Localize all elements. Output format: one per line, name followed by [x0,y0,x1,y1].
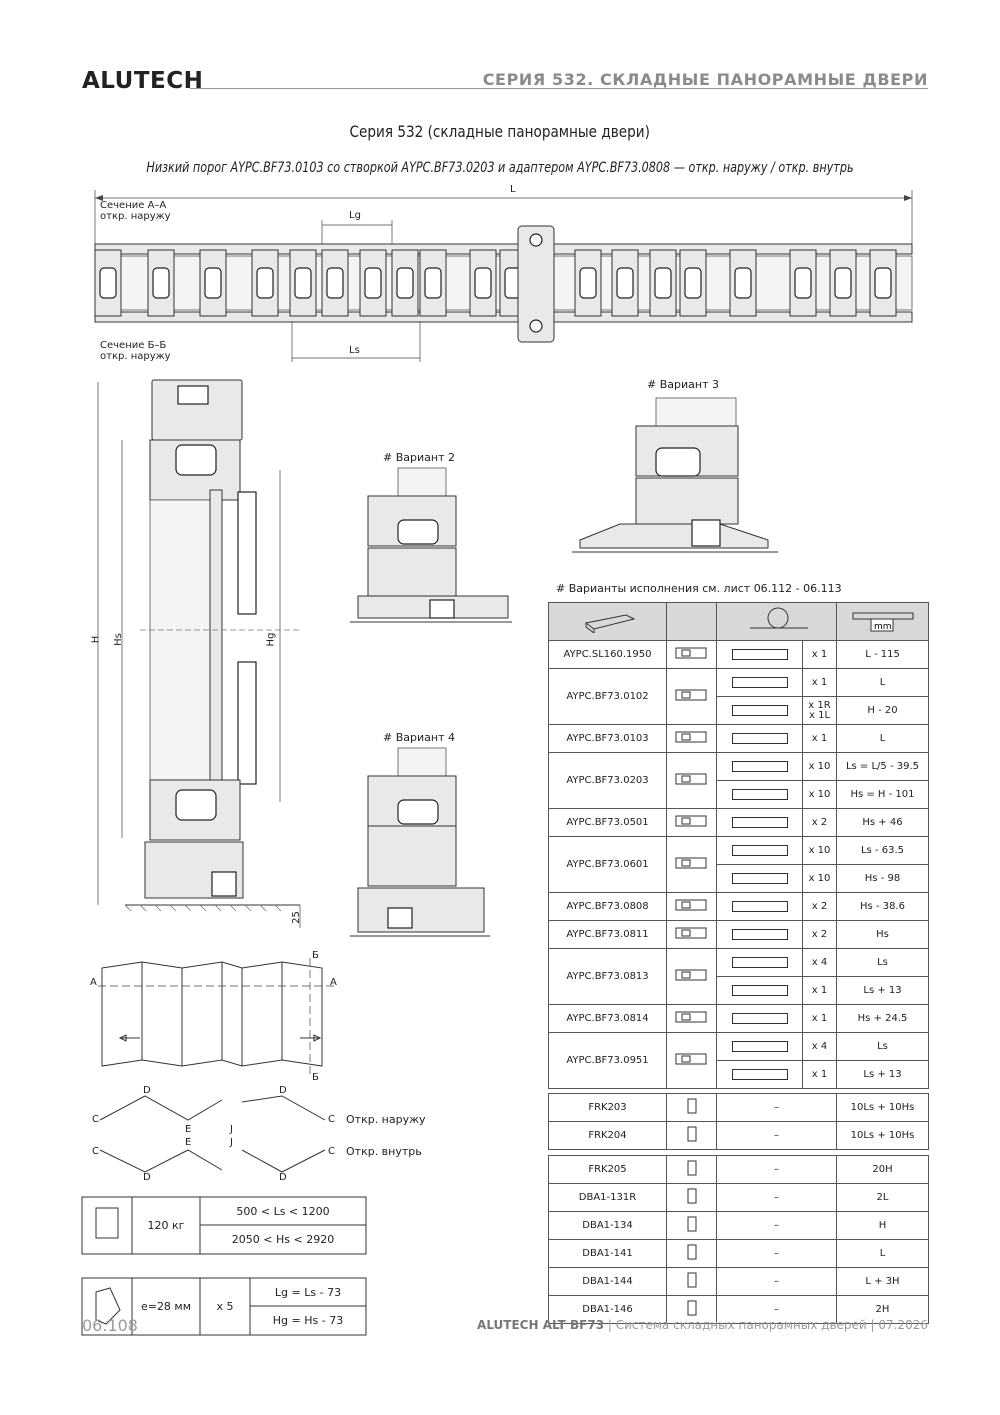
profile-icon-cell [549,603,667,641]
variant-2-label: # Вариант 2 [383,451,455,464]
cut-table-header [549,603,929,641]
cut-qty: x 1R x 1L [803,697,837,725]
cut-shape [717,781,803,809]
folding-scheme-in [100,1150,325,1172]
cut-length: L - 115 [837,641,929,669]
cut-shape [717,725,803,753]
cut-shape [717,977,803,1005]
profile-section-icon [667,893,717,921]
cut-length: Ls + 13 [837,1061,929,1089]
acc-code: DBA1-131R [549,1184,667,1212]
cut-table [548,602,929,1089]
frk-length: 10Ls + 10Hs [837,1094,929,1122]
acc-cut: – [717,1268,837,1296]
cut-qty: x 1 [803,641,837,669]
cut-length: L [837,725,929,753]
profile-code: AYPC.BF73.0102 [549,669,667,725]
cut-shape [717,1005,803,1033]
profile-code: AYPC.BF73.0601 [549,837,667,893]
ls-range: 500 < Ls < 1200 [236,1205,330,1218]
drawing-subtitle: Низкий порог AYPC.BF73.0103 со створкой AYPC.BF73.0203 и адаптером AYPC.BF73.0808 — откр. наружу / откр. внутрь [146,160,854,176]
cut-shape [717,949,803,977]
acc-row [549,1268,929,1296]
cut-table-row [549,753,929,781]
cut-qty: x 4 [803,1033,837,1061]
acc-cut: – [717,1212,837,1240]
acc-cut: – [717,1240,837,1268]
cut-length: Hs + 24.5 [837,1005,929,1033]
cut-shape [717,641,803,669]
cut-length: Ls [837,949,929,977]
acc-cut: – [717,1156,837,1184]
label-D-2: D [279,1085,287,1096]
acc-length: L [837,1240,929,1268]
glass-lg: Lg = Ls - 73 [274,1286,342,1299]
frk-icon [667,1122,717,1150]
label-D-3: D [143,1172,151,1183]
drawing-title: Серия 532 (складные панорамные двери) [349,122,651,141]
acc-cut: – [717,1184,837,1212]
profile-section-icon [667,921,717,949]
profile-code: AYPC.BF73.0808 [549,893,667,921]
profile-code: AYPC.BF73.0811 [549,921,667,949]
section-aa-strip [95,226,912,342]
cut-qty: x 4 [803,949,837,977]
section-icon-cell [667,603,717,641]
cut-qty: x 10 [803,781,837,809]
acc-icon [667,1268,717,1296]
frk-cut: – [717,1094,837,1122]
dim-Lg-label: Lg [349,210,361,221]
cut-table-row [549,1005,929,1033]
section-aa-label: Сечение А–А откр. наружу [100,200,171,222]
cut-shape [717,893,803,921]
saw-icon-cell [717,603,837,641]
brand-logo: ALUTECH [82,68,204,94]
cut-table-row [549,1033,929,1061]
cut-qty: x 2 [803,893,837,921]
profile-code: AYPC.BF73.0813 [549,949,667,1005]
cut-qty: x 1 [803,1061,837,1089]
variants-note: # Варианты исполнения см. лист 06.112 - 06.113 [556,582,842,595]
profile-code: AYPC.BF73.0951 [549,1033,667,1089]
open-in-label: Откр. внутрь [346,1145,422,1158]
dim-25-label: 25 [290,911,302,924]
cut-qty: x 1 [803,1005,837,1033]
frk-cut: – [717,1122,837,1150]
dim-H-label: H [90,635,102,644]
cut-shape [717,865,803,893]
profile-section-icon [667,725,717,753]
acc-icon [667,1212,717,1240]
profile-code: AYPC.BF73.0203 [549,753,667,809]
acc-length: 2L [837,1184,929,1212]
cut-table-row [549,837,929,865]
variant-3-section [572,398,778,552]
cut-shape [717,1061,803,1089]
variant-3-label: # Вариант 3 [647,378,719,391]
glass-qty: x 5 [216,1300,234,1313]
acc-icon [667,1156,717,1184]
acc-code: DBA1-134 [549,1212,667,1240]
profile-section-icon [667,949,717,1005]
label-B-top: Б [312,950,319,961]
cut-qty: x 10 [803,837,837,865]
cut-length: Hs - 38.6 [837,893,929,921]
cut-qty: x 2 [803,809,837,837]
cut-table-row [549,921,929,949]
cut-qty: x 10 [803,753,837,781]
cut-length: Hs - 98 [837,865,929,893]
label-D-1: D [143,1085,151,1096]
section-bb [98,380,300,928]
acc-cut: – [717,1296,837,1324]
cut-shape [717,809,803,837]
footer-info: ALUTECH ALT BF73 | Система складных панорамных дверей | 07.2026 [477,1318,928,1332]
cut-table-row [549,669,929,697]
profile-section-icon [667,669,717,725]
variant-4-label: # Вариант 4 [383,731,455,744]
label-C-4: C [328,1146,335,1157]
cut-shape [717,697,803,725]
cut-qty: x 10 [803,865,837,893]
cut-table-row [549,893,929,921]
profile-section-icon [667,809,717,837]
cut-length: H - 20 [837,697,929,725]
cut-length: Ls + 13 [837,977,929,1005]
dim-Ls-label: Ls [349,345,360,356]
label-J-1: J [230,1124,233,1135]
hs-range: 2050 < Hs < 2920 [231,1233,335,1246]
svg-text:mm: mm [873,622,892,632]
folding-scheme-out [100,1096,325,1120]
acc-code: DBA1-146 [549,1296,667,1324]
cut-length: Hs [837,921,929,949]
cut-shape [717,753,803,781]
profile-code: AYPC.BF73.0501 [549,809,667,837]
label-C-1: C [92,1114,99,1125]
profile-section-icon [667,753,717,809]
acc-length: 2H [837,1296,929,1324]
label-C-2: C [328,1114,335,1125]
cut-length: Hs = H - 101 [837,781,929,809]
frk-row [549,1122,929,1150]
cut-length: L [837,669,929,697]
glass-thickness: e=28 мм [140,1300,192,1313]
open-out-label: Откр. наружу [346,1113,426,1126]
label-A-right: А [330,977,337,988]
dim-Hg-label: Hg [265,632,277,647]
label-E-2: E [185,1137,192,1148]
acc-code: DBA1-141 [549,1240,667,1268]
label-D-4: D [279,1172,287,1183]
acc-icon [667,1240,717,1268]
cut-qty: x 2 [803,921,837,949]
cut-shape [717,837,803,865]
acc-row [549,1156,929,1184]
frk-table [548,1093,929,1150]
cut-shape [717,921,803,949]
footer-page-number: 06.108 [82,1316,138,1335]
cut-shape [717,669,803,697]
dim-L [95,190,912,245]
series-title: СЕРИЯ 532. СКЛАДНЫЕ ПАНОРАМНЫЕ ДВЕРИ [482,70,928,89]
label-B-bottom: Б [312,1072,319,1083]
label-A-left: А [90,977,97,988]
section-bb-label: Сечение Б–Б откр. наружу [100,340,171,362]
frk-length: 10Ls + 10Hs [837,1122,929,1150]
cut-qty: x 1 [803,669,837,697]
dim-Hs-label: Hs [112,633,124,646]
acc-row [549,1240,929,1268]
profile-section-icon [667,1033,717,1089]
cut-qty: x 1 [803,725,837,753]
glass-hg: Hg = Hs - 73 [272,1314,344,1327]
cut-length: Ls - 63.5 [837,837,929,865]
saw-icon [742,606,812,634]
door-elevation [98,958,338,1074]
profile-section-icon [667,1005,717,1033]
frk-code: FRK204 [549,1122,667,1150]
profile-code: AYPC.BF73.0103 [549,725,667,753]
frk-icon [667,1094,717,1122]
acc-icon [667,1184,717,1212]
variant-4-section [350,748,490,936]
acc-table [548,1155,929,1324]
label-E-1: E [185,1124,192,1135]
acc-length: 20H [837,1156,929,1184]
acc-code: FRK205 [549,1156,667,1184]
label-C-3: C [92,1146,99,1157]
cut-length: Ls = L/5 - 39.5 [837,753,929,781]
cut-qty: x 1 [803,977,837,1005]
cut-table-row [549,641,929,669]
frk-row [549,1094,929,1122]
profile-section-icon [667,641,717,669]
cut-table-row [549,949,929,977]
variant-2-section [350,468,512,622]
acc-length: H [837,1212,929,1240]
cut-table-row [549,725,929,753]
dim-L-label: L [510,184,516,195]
profile-code: AYPC.BF73.0814 [549,1005,667,1033]
acc-length: L + 3H [837,1268,929,1296]
weight-value: 120 кг [147,1219,185,1232]
profile-code: AYPC.SL160.1950 [549,641,667,669]
caliper-icon-cell [837,603,929,641]
cut-table-wrap [548,602,929,1324]
cut-table-row [549,809,929,837]
acc-row [549,1184,929,1212]
cut-length: Hs + 46 [837,809,929,837]
acc-code: DBA1-144 [549,1268,667,1296]
acc-row [549,1212,929,1240]
cut-shape [717,1033,803,1061]
profile-section-icon [667,837,717,893]
caliper-icon [843,605,923,635]
label-J-2: J [230,1137,233,1148]
profile-icon [578,607,638,633]
cut-length: Ls [837,1033,929,1061]
frk-code: FRK203 [549,1094,667,1122]
